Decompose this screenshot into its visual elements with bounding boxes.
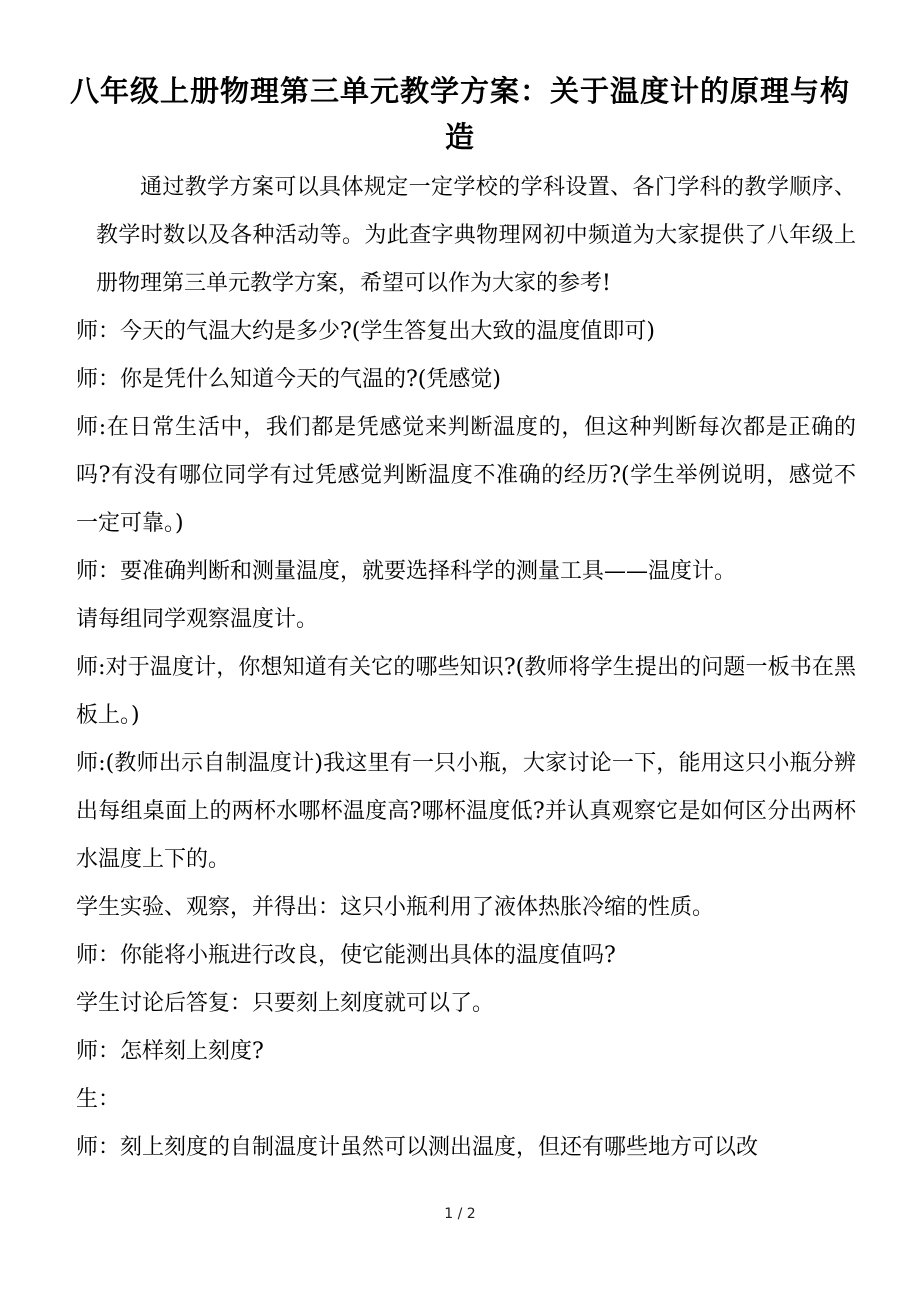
paragraph: 师:在日常生活中，我们都是凭感觉来判断温度的，但这种判断每次都是正确的吗?有没有哪位同学有过凭感觉判断温度不准确的经历?(学生举例说明，感觉不一定可靠。) [76, 415, 856, 536]
paragraph: 师：今天的气温大约是多少?(学生答复出大致的温度值即可) [76, 319, 655, 344]
paragraph: 师：你是凭什么知道今天的气温的?(凭感觉) [76, 367, 501, 392]
paragraph: 生： [76, 1087, 121, 1112]
paragraph: 请每组同学观察温度计。 [76, 607, 319, 632]
paragraph: 师：要准确判断和测量温度，就要选择科学的测量工具——温度计。 [76, 559, 737, 584]
paragraph: 师：怎样刻上刻度? [76, 1039, 264, 1064]
paragraph: 学生实验、观察，并得出：这只小瓶利用了液体热胀冷缩的性质。 [76, 895, 715, 920]
paragraph: 师：你能将小瓶进行改良，使它能测出具体的温度值吗? [76, 943, 616, 968]
paragraph: 师:对于温度计，你想知道有关它的哪些知识?(教师将学生提出的问题一板书在黑板上。) [76, 655, 856, 728]
paragraph: 师:(教师出示自制温度计)我这里有一只小瓶，大家讨论一下，能用这只小瓶分辨出每组桌面上的两杯水哪杯温度高?哪杯温度低?并认真观察它是如何区分出两杯水温度上下的。 [76, 751, 856, 872]
paragraph: 学生讨论后答复：只要刻上刻度就可以了。 [76, 991, 495, 1016]
paragraph: 师：刻上刻度的自制温度计虽然可以测出温度，但还有哪些地方可以改 [76, 1135, 759, 1160]
document-title: 八年级上册物理第三单元教学方案：关于温度计的原理与构造 [69, 74, 850, 154]
document-body [76, 164, 856, 1172]
page-number: 1 / 2 [444, 1206, 476, 1222]
intro-paragraph: 通过教学方案可以具体规定一定学校的学科设置、各门学科的教学顺序、教学时数以及各种活动等。为此查字典物理网初中频道为大家提供了八年级上册物理第三单元教学方案，希望可以作为大家的参考! [96, 175, 856, 296]
